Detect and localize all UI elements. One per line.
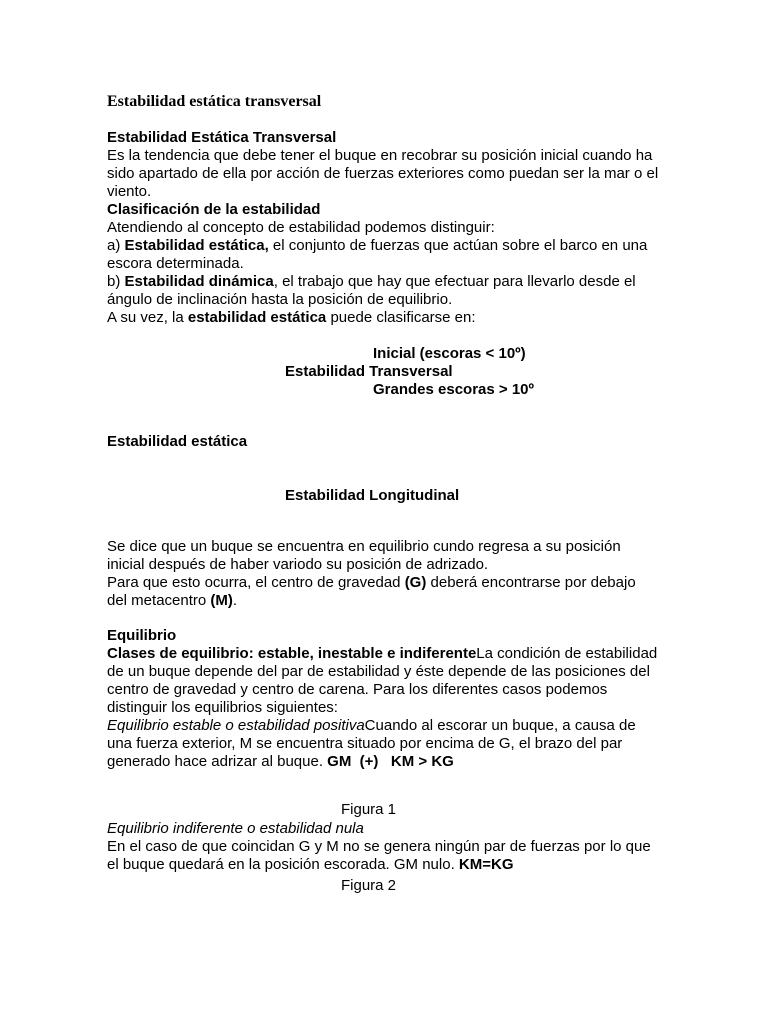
paragraph-line: una fuerza exterior, M se encuentra situado por encima de G, el brazo del par	[107, 735, 623, 752]
list-item-a: a) Estabilidad estática, el conjunto de fuerzas que actúan sobre el barco en una	[107, 237, 648, 254]
paragraph-line: del metacentro (M).	[107, 592, 238, 609]
classification-inicial: Inicial (escoras < 10º)	[373, 345, 526, 362]
document-title: Estabilidad estática transversal	[107, 93, 322, 110]
figure-caption-2: Figura 2	[341, 877, 397, 894]
section-heading: Estabilidad estática	[107, 433, 248, 450]
classification-transversal: Estabilidad Transversal	[285, 363, 453, 380]
list-item-a-cont: escora determinada.	[107, 255, 244, 272]
paragraph-line: Atendiendo al concepto de estabilidad podemos distinguir:	[107, 219, 495, 236]
paragraph-line: generado hace adrizar al buque. GM (+) KM > KG	[107, 753, 454, 770]
classification-diagram	[107, 345, 667, 399]
paragraph-line: Clases de equilibrio: estable, inestable e indiferenteLa condición de estabilidad	[107, 645, 658, 662]
list-item-b: b) Estabilidad dinámica, el trabajo que hay que efectuar para llevarlo desde el	[107, 273, 636, 290]
paragraph-line: En el caso de que coincidan G y M no se genera ningún par de fuerzas por lo que	[107, 838, 651, 855]
paragraph-line: Es la tendencia que debe tener el buque en recobrar su posición inicial cuando ha	[107, 147, 653, 164]
section-heading: Estabilidad Longitudinal	[285, 487, 460, 504]
paragraph-line: Equilibrio indiferente o estabilidad nula	[107, 820, 364, 837]
section-equilibrio	[107, 627, 667, 771]
paragraph-line: Se dice que un buque se encuentra en equilibrio cundo regresa a su posición	[107, 538, 621, 555]
section-clasificacion	[107, 201, 667, 327]
label-estatica	[107, 433, 667, 451]
label-longitudinal	[107, 487, 667, 505]
equilibrium-paragraph	[107, 538, 667, 610]
paragraph-line: de un buque depende del par de estabilidad y éste depende de las posiciones del	[107, 663, 650, 680]
paragraph-line: sido apartado de ella por acción de fuerzas exteriores como puedan ser la mar o el	[107, 165, 659, 182]
figure-caption-1: Figura 1	[341, 801, 397, 818]
paragraph-line: Para que esto ocurra, el centro de gravedad (G) deberá encontrarse por debajo	[107, 574, 636, 591]
paragraph-line: Equilibrio estable o estabilidad positivaCuando al escorar un buque, a causa de	[107, 717, 636, 734]
paragraph-line: el buque quedará en la posición escorada. GM nulo. KM=KG	[107, 856, 514, 873]
paragraph-line: inicial después de haber variodo su posición de adrizado.	[107, 556, 489, 573]
section-heading: Equilibrio	[107, 627, 177, 644]
paragraph-line: distinguir los equilibrios siguientes:	[107, 699, 338, 716]
paragraph-line: viento.	[107, 183, 152, 200]
section-heading: Clasificación de la estabilidad	[107, 201, 321, 218]
section-heading: Estabilidad Estática Transversal	[107, 129, 337, 146]
section-transversal	[107, 129, 667, 201]
paragraph-line: A su vez, la estabilidad estática puede clasificarse en:	[107, 309, 476, 326]
section-indiferente	[107, 820, 667, 874]
classification-grandes: Grandes escoras > 10º	[373, 381, 534, 398]
paragraph-line: centro de gravedad y centro de carena. Para los diferentes casos podemos	[107, 681, 608, 698]
list-item-b-cont: ángulo de inclinación hasta la posición de equilibrio.	[107, 291, 453, 308]
